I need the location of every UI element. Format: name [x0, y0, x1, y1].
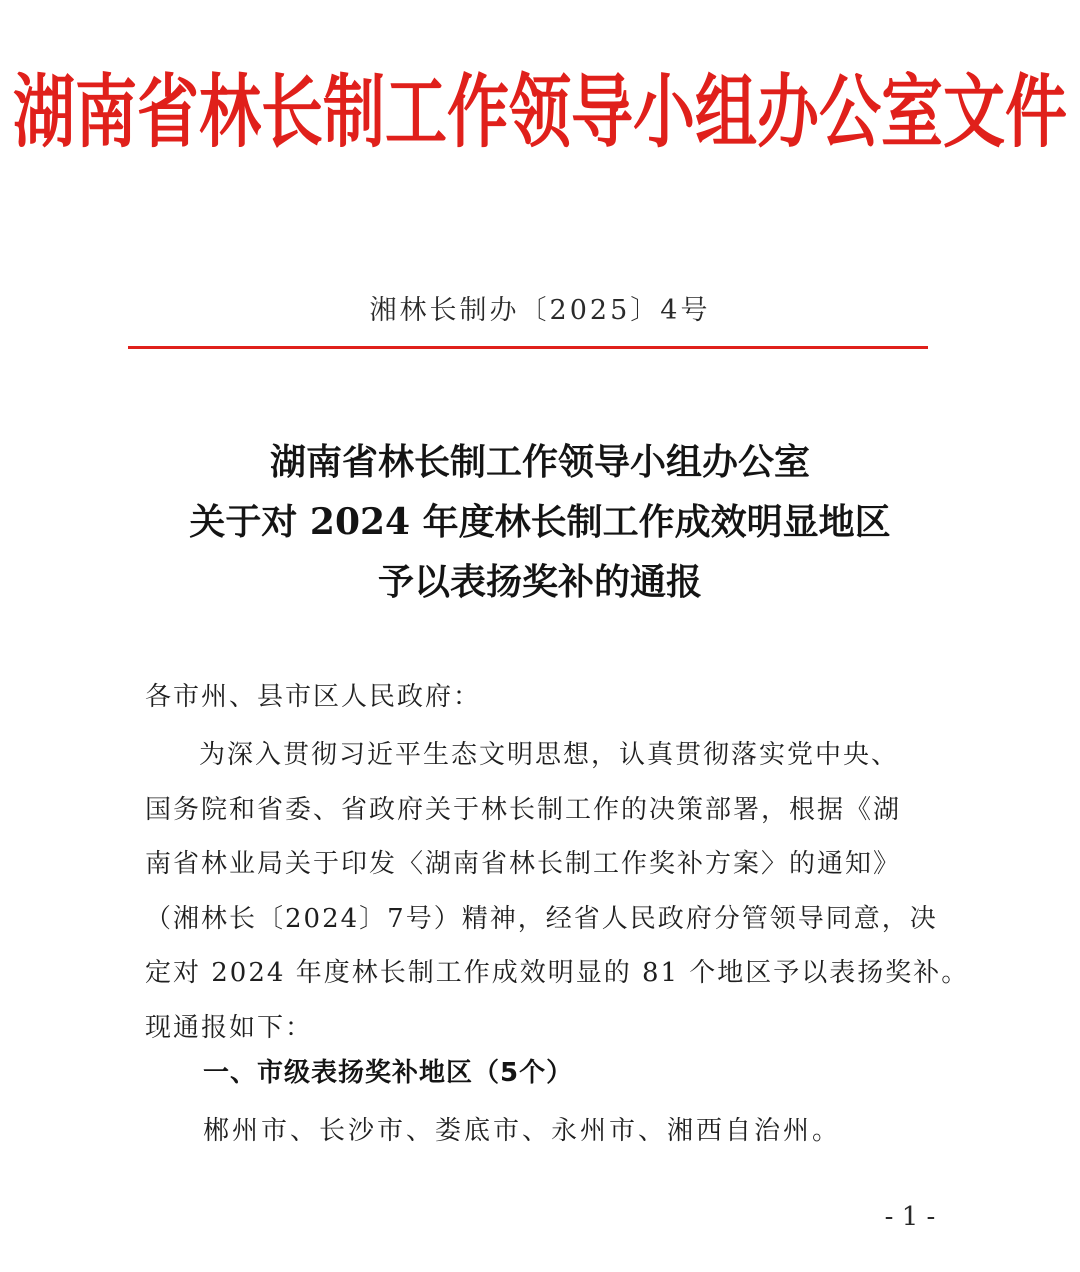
title-line: 湖南省林长制工作领导小组办公室 [269, 441, 810, 483]
paragraph-line: 定对 2024 年度林长制工作成效明显的 81 个地区予以表扬奖补。 [145, 958, 970, 988]
red-divider-line [128, 346, 928, 349]
title-line: 关于对 2024 年度林长制工作成效明显地区 [189, 501, 891, 543]
paragraph-line: 现通报如下： [145, 1012, 314, 1043]
masthead-title: 湖南省林长制工作领导小组办公室文件 [12, 65, 1067, 159]
paragraph-line: 为深入贯彻习近平生态文明思想，认真贯彻落实党中央、 [199, 740, 900, 770]
paragraph-line: 国务院和省委、省政府关于林长制工作的决策部署，根据《湖 [145, 794, 902, 825]
document-title [0, 432, 1080, 612]
section-heading: 一、市级表扬奖补地区（5个） [203, 1058, 574, 1088]
page-number: - 1 - [884, 1202, 936, 1232]
paragraph-line: （湘林长〔2024〕7号）精神，经省人民政府分管领导同意，决 [145, 903, 938, 934]
paragraph-line: 南省林业局关于印发〈湖南省林长制工作奖补方案〉的通知》 [145, 849, 902, 879]
body-paragraph [145, 728, 970, 1055]
title-line: 予以表扬奖补的通报 [377, 561, 702, 603]
document-number: 湘林长制办〔2025〕4号 [369, 295, 711, 326]
section-content: 郴州市、长沙市、娄底市、永州市、湘西自治州。 [203, 1116, 842, 1146]
salutation: 各市州、县市区人民政府： [145, 682, 482, 712]
